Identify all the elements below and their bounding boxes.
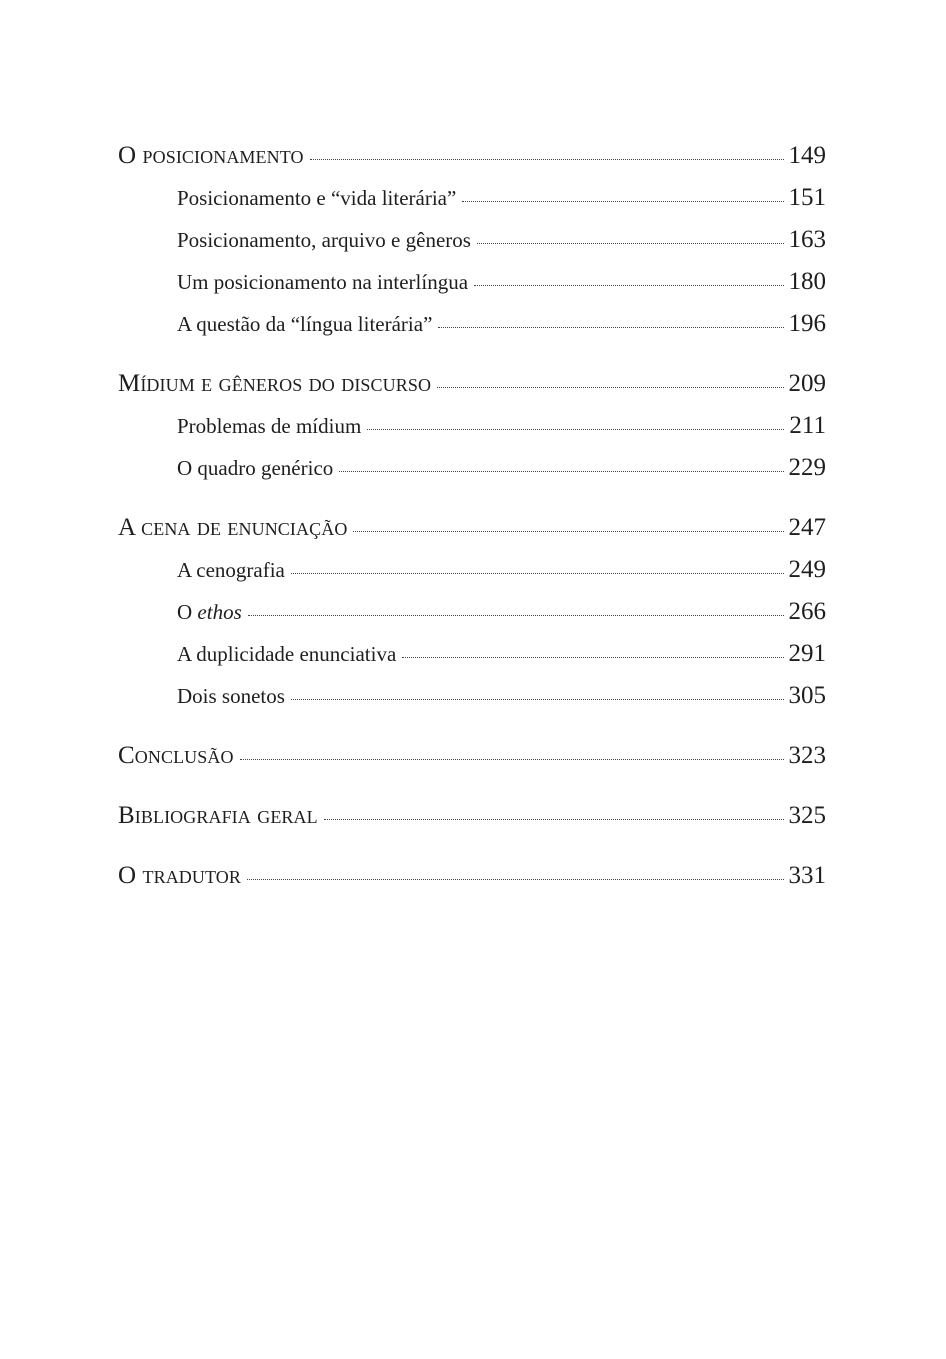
dot-leader <box>248 615 784 616</box>
toc-section[interactable] <box>118 640 826 676</box>
toc-title: Conclusão <box>118 742 234 769</box>
dot-leader <box>324 819 784 820</box>
toc-title: A cenografia <box>177 558 285 582</box>
toc-title: Um posicionamento na interlíngua <box>177 270 469 294</box>
toc-section[interactable] <box>118 598 826 634</box>
dot-leader <box>474 285 783 286</box>
dot-leader <box>353 531 783 532</box>
toc-chapter[interactable] <box>118 802 826 838</box>
toc-page-number: 151 <box>788 184 826 211</box>
toc-page-number: 331 <box>788 862 826 889</box>
toc-page-number: 209 <box>788 370 826 397</box>
toc-chapter[interactable] <box>118 370 826 406</box>
toc-title: Mídium e gêneros do discurso <box>118 370 432 397</box>
toc-title <box>177 600 242 625</box>
toc-chapter[interactable] <box>118 742 826 778</box>
toc-title: O quadro genérico <box>177 456 334 480</box>
toc-section[interactable] <box>118 412 826 448</box>
toc-page-number: 305 <box>788 682 826 709</box>
table-of-contents <box>118 142 826 898</box>
toc-section[interactable] <box>118 454 826 490</box>
toc-page-number: 325 <box>788 802 826 829</box>
dot-leader <box>438 327 783 328</box>
toc-title: Problemas de mídium <box>177 414 362 438</box>
toc-section[interactable] <box>118 184 826 220</box>
toc-section[interactable] <box>118 226 826 262</box>
toc-page-number: 266 <box>788 598 826 625</box>
dot-leader <box>291 699 784 700</box>
dot-leader <box>291 573 784 574</box>
dot-leader <box>339 471 783 472</box>
dot-leader <box>437 387 783 388</box>
toc-page-number: 149 <box>788 142 826 169</box>
toc-title: O tradutor <box>118 862 241 889</box>
toc-page-number: 163 <box>788 226 826 253</box>
toc-title: O posicionamento <box>118 142 304 169</box>
toc-page-number: 211 <box>789 412 826 439</box>
toc-title-prefix: O <box>177 600 198 624</box>
toc-section[interactable] <box>118 310 826 346</box>
toc-chapter[interactable] <box>118 142 826 178</box>
toc-page-number: 247 <box>788 514 826 541</box>
toc-title-italic: ethos <box>197 600 242 624</box>
toc-section[interactable] <box>118 556 826 592</box>
dot-leader <box>477 243 784 244</box>
toc-title: Posicionamento e “vida literária” <box>177 186 457 210</box>
dot-leader <box>240 759 784 760</box>
toc-section[interactable] <box>118 682 826 718</box>
dot-leader <box>462 201 783 202</box>
toc-title: Posicionamento, arquivo e gêneros <box>177 228 471 252</box>
toc-section[interactable] <box>118 268 826 304</box>
toc-title: A duplicidade enunciativa <box>177 642 397 666</box>
toc-chapter[interactable] <box>118 514 826 550</box>
dot-leader <box>367 429 784 430</box>
toc-title: Bibliografia geral <box>118 802 318 829</box>
dot-leader <box>402 657 783 658</box>
dot-leader <box>247 879 784 880</box>
toc-page-number: 229 <box>788 454 826 481</box>
toc-title: A cena de enunciação <box>118 514 348 541</box>
dot-leader <box>310 159 784 160</box>
toc-page-number: 291 <box>788 640 826 667</box>
toc-page-number: 180 <box>788 268 826 295</box>
toc-page-number: 323 <box>788 742 826 769</box>
toc-page-number: 249 <box>788 556 826 583</box>
toc-chapter[interactable] <box>118 862 826 898</box>
toc-page-number: 196 <box>788 310 826 337</box>
toc-title: A questão da “língua literária” <box>177 312 433 336</box>
toc-title: Dois sonetos <box>177 684 285 708</box>
